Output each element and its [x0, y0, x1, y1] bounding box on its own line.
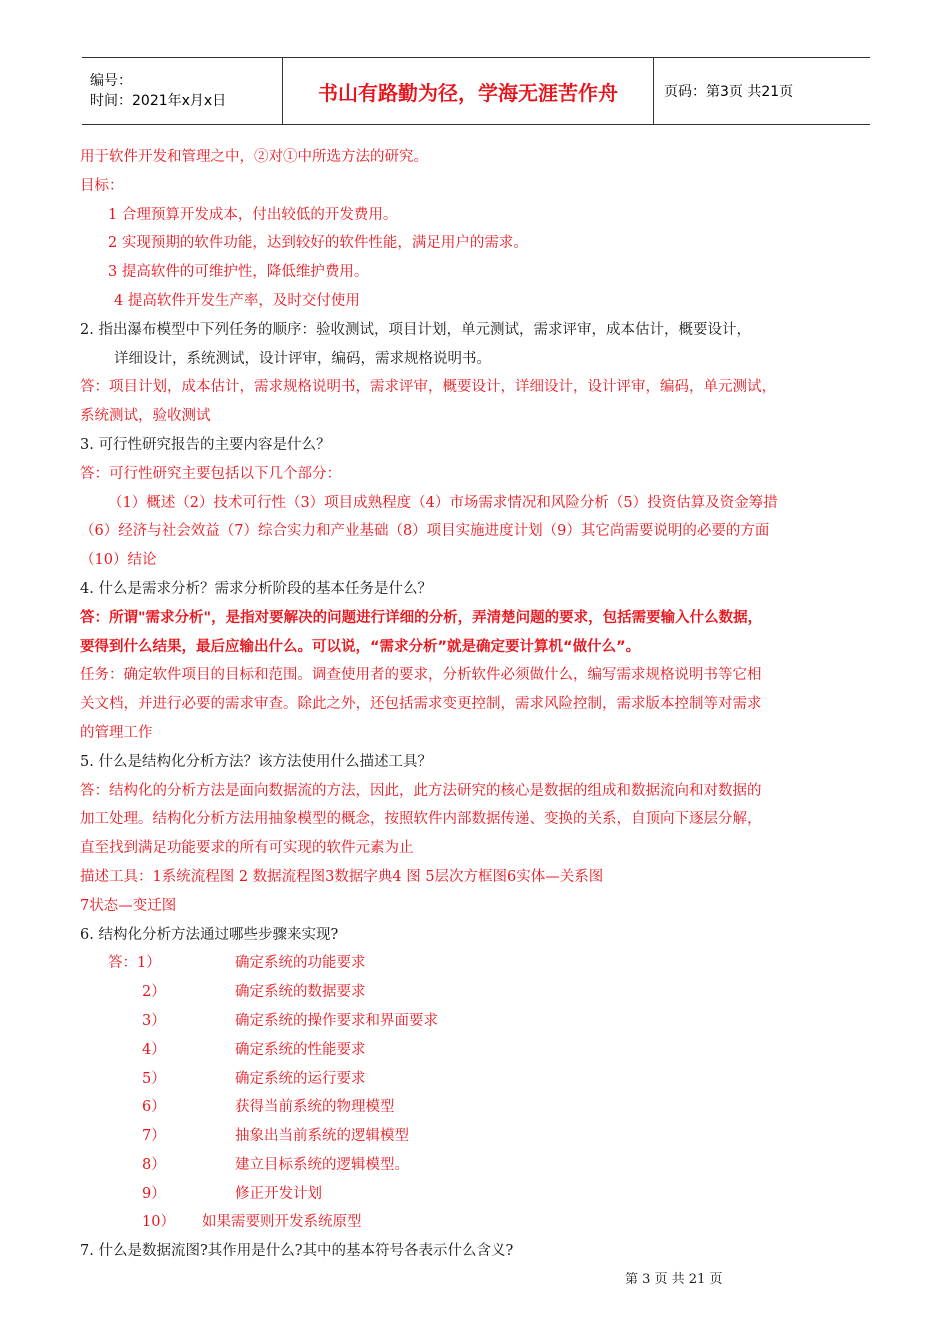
- line-text: 3. 可行性研究报告的主要内容是什么？: [80, 436, 331, 453]
- line-text: 答：可行性研究主要包括以下几个部分：: [80, 465, 341, 482]
- text-line: [80, 258, 880, 287]
- text-line: [80, 949, 880, 978]
- text-line: [80, 1237, 880, 1266]
- page-header: [82, 57, 870, 125]
- text-line: [80, 460, 880, 489]
- list-number: 10）: [142, 1214, 175, 1231]
- line-text: 3 提高软件的可维护性，降低维护费用。: [108, 264, 369, 281]
- line-text: （10）结论: [80, 552, 157, 569]
- list-number: 6）: [142, 1099, 166, 1116]
- text-line: [80, 172, 880, 201]
- list-number: 答：1）: [108, 955, 161, 972]
- list-number: 5）: [142, 1070, 166, 1087]
- text-line: [80, 431, 880, 460]
- text-line: [80, 287, 880, 316]
- line-text: 5. 什么是结构化分析方法？该方法使用什么描述工具？: [80, 753, 432, 770]
- text-line: [80, 201, 880, 230]
- line-text: （6）经济与社会效益（7）综合实力和产业基础（8）项目实施进度计划（9）其它尚需要说明的必要的方面: [80, 523, 770, 540]
- line-text: （1）概述（2）技术可行性（3）项目成熟程度（4）市场需求情况和风险分析（5）投资估算及资金筹措: [108, 494, 778, 511]
- text-line: [80, 575, 880, 604]
- text-line: [80, 1007, 880, 1036]
- text-line: [80, 892, 880, 921]
- text-line: [80, 546, 880, 575]
- text-line: [80, 316, 880, 345]
- line-text: 如果需要则开发系统原型: [202, 1214, 362, 1231]
- line-text: 要得到什么结果，最后应输出什么。可以说，“需求分析”就是确定要计算机“做什么”。: [80, 638, 641, 655]
- line-text: 确定系统的功能要求: [235, 955, 366, 972]
- line-text: 答：结构化的分析方法是面向数据流的方法，因此，此方法研究的核心是数据的组成和数据流向和对数据的: [80, 782, 762, 799]
- line-text: 建立目标系统的逻辑模型。: [235, 1156, 409, 1173]
- text-line: [80, 978, 880, 1007]
- line-text: 答：所谓"需求分析"，是指对要解决的问题进行详细的分析，弄清楚问题的要求，包括需要输入什么数据，: [80, 609, 763, 626]
- header-motto: 书山有路勤为径，学海无涯苦作舟: [282, 58, 654, 124]
- line-text: 7. 什么是数据流图?其作用是什么?其中的基本符号各表示什么含义?: [80, 1243, 514, 1260]
- line-text: 加工处理。结构化分析方法用抽象模型的概念，按照软件内部数据传递、变换的关系，自顶向下逐层分解，: [80, 811, 762, 828]
- line-text: 答：项目计划，成本估计，需求规格说明书，需求评审，概要设计，详细设计，设计评审，编码，单元测试，: [80, 379, 776, 396]
- list-number: 7）: [142, 1128, 166, 1145]
- text-line: [80, 604, 880, 633]
- text-line: [80, 690, 880, 719]
- page-footer: 第 3 页 共 21 页: [625, 1272, 723, 1287]
- line-text: 用于软件开发和管理之中，②对①中所选方法的研究。: [80, 149, 428, 165]
- line-text: 系统测试，验收测试: [80, 408, 211, 425]
- text-line: [80, 1151, 880, 1180]
- text-line: [80, 921, 880, 950]
- text-line: [80, 489, 880, 518]
- text-line: [80, 1122, 880, 1151]
- line-text: 2. 指出瀑布模型中下列任务的顺序：验收测试，项目计划，单元测试，需求评审，成本估计，概要设计，: [80, 321, 751, 338]
- line-text: 关文档，并进行必要的需求审查。除此之外，还包括需求变更控制，需求风险控制，需求版本控制等对需求: [80, 696, 762, 713]
- text-line: [80, 1180, 880, 1209]
- text-line: [80, 633, 880, 662]
- line-text: 确定系统的数据要求: [235, 984, 366, 1001]
- line-text: 确定系统的性能要求: [235, 1041, 366, 1058]
- list-number: 2）: [142, 984, 166, 1001]
- line-text: 6. 结构化分析方法通过哪些步骤来实现?: [80, 926, 339, 943]
- list-number: 9）: [142, 1185, 166, 1202]
- text-line: [80, 719, 880, 748]
- line-text: 详细设计，系统测试，设计评审，编码，需求规格说明书。: [114, 350, 491, 367]
- text-line: [80, 805, 880, 834]
- text-line: [80, 777, 880, 806]
- text-line: [80, 402, 880, 431]
- line-text: 抽象出当前系统的逻辑模型: [235, 1128, 409, 1145]
- text-line: [80, 229, 880, 258]
- text-line: [80, 661, 880, 690]
- line-text: 直至找到满足功能要求的所有可实现的软件元素为止: [80, 840, 414, 857]
- document-body: [80, 143, 880, 1266]
- text-line: [80, 748, 880, 777]
- text-line: [80, 834, 880, 863]
- line-text: 2 实现预期的软件功能，达到较好的软件性能，满足用户的需求。: [108, 235, 528, 252]
- header-page-number: 页码：第3页 共21页: [664, 84, 794, 100]
- line-text: 7状态—变迁图: [80, 897, 177, 914]
- line-text: 任务：确定软件项目的目标和范围。调查使用者的要求，分析软件必须做什么，编写需求规格说明书等它相: [80, 667, 762, 684]
- line-text: 的管理工作: [80, 724, 153, 741]
- line-text: 4. 什么是需求分析？需求分析阶段的基本任务是什么？: [80, 580, 432, 597]
- line-text: 确定系统的操作要求和界面要求: [235, 1012, 438, 1029]
- list-number: 3）: [142, 1012, 166, 1029]
- line-text: 1 合理预算开发成本，付出较低的开发费用。: [108, 206, 398, 223]
- line-text: 修正开发计划: [235, 1185, 322, 1202]
- text-line: [80, 1036, 880, 1065]
- text-line: [80, 1093, 880, 1122]
- header-meta: [82, 58, 282, 124]
- list-number: 8）: [142, 1156, 166, 1173]
- line-text: 4 提高软件开发生产率，及时交付使用: [114, 292, 360, 309]
- date-text: 时间：2021年x月x日: [90, 93, 227, 109]
- line-text: 确定系统的运行要求: [235, 1070, 366, 1087]
- text-line: [80, 345, 880, 374]
- line-text: 目标：: [80, 177, 124, 194]
- text-line: [80, 373, 880, 402]
- text-line: [80, 1208, 880, 1237]
- line-text: 获得当前系统的物理模型: [235, 1099, 395, 1116]
- text-line: [80, 863, 880, 892]
- text-line: [80, 143, 880, 172]
- text-line: [80, 1065, 880, 1094]
- text-line: [80, 517, 880, 546]
- list-number: 4）: [142, 1041, 166, 1058]
- line-text: 描述工具：1系统流程图 2 数据流程图3数据字典4 图 5层次方框图6实体—关系图: [80, 868, 604, 885]
- serial-number: 编号：: [90, 73, 132, 89]
